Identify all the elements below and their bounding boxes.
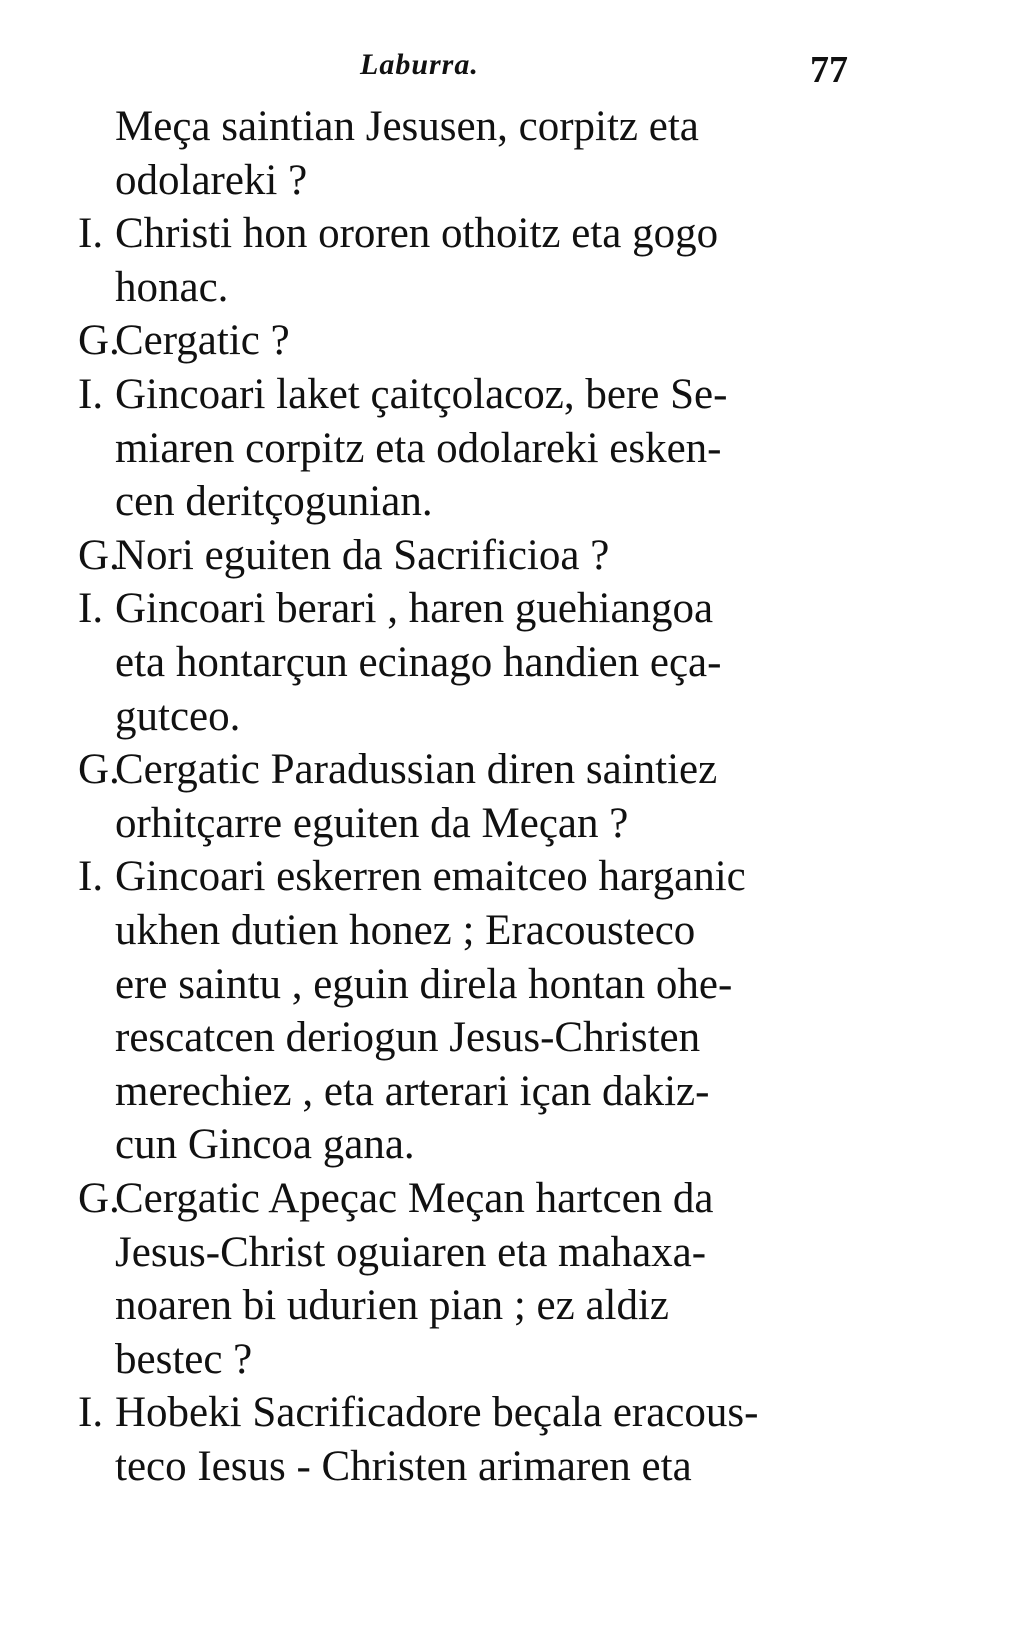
speaker-marker: G. — [78, 746, 120, 793]
speaker-marker: G. — [78, 317, 120, 364]
text-line: ukhen dutien honez ; Eracousteco — [115, 907, 696, 954]
text-line: gutceo. — [115, 693, 241, 740]
speaker-marker: I. — [78, 210, 104, 257]
text-line: ere saintu , eguin direla hontan ohe- — [115, 961, 733, 1008]
text-line: Gincoari eskerren emaitceo harganic — [115, 853, 746, 900]
text-line: noaren bi udurien pian ; ez aldiz — [115, 1282, 670, 1329]
text-line: Jesus-Christ oguiaren eta mahaxa- — [115, 1229, 707, 1276]
text-line: Christi hon ororen othoitz eta gogo — [115, 210, 719, 257]
speaker-marker: G. — [78, 1175, 120, 1222]
text-line: bestec ? — [115, 1336, 253, 1383]
text-line: Hobeki Sacrificadore beçala eracous- — [115, 1389, 759, 1436]
text-line: teco Iesus - Christen arimaren eta — [115, 1443, 692, 1490]
page-number: 77 — [810, 49, 848, 91]
text-line: Gincoari berari , haren guehiangoa — [115, 585, 714, 632]
text-line: honac. — [115, 264, 229, 311]
text-line: odolareki ? — [115, 157, 308, 204]
speaker-marker: I. — [78, 1389, 104, 1436]
text-line: Cergatic Paradussian diren saintiez — [115, 746, 718, 793]
text-line: Gincoari laket çaitçolacoz, bere Se- — [115, 371, 728, 418]
text-line: cun Gincoa gana. — [115, 1121, 415, 1168]
speaker-marker: I. — [78, 371, 104, 418]
text-line: orhitçarre eguiten da Meçan ? — [115, 800, 629, 847]
text-line: miaren corpitz eta odolareki esken- — [115, 425, 722, 472]
text-line: merechiez , eta arterari içan dakiz- — [115, 1068, 710, 1115]
speaker-marker: G. — [78, 532, 120, 579]
text-line: Cergatic ? — [115, 317, 290, 364]
text-line: cen deritçogunian. — [115, 478, 433, 525]
text-line: eta hontarçun ecinago handien eça- — [115, 639, 722, 686]
text-line: Meça saintian Jesusen, corpitz eta — [115, 103, 699, 150]
speaker-marker: I. — [78, 853, 104, 900]
text-line: rescatcen deriogun Jesus-Christen — [115, 1014, 701, 1061]
text-line: Nori eguiten da Sacrificioa ? — [115, 532, 610, 579]
running-head: Laburra. — [360, 48, 479, 81]
speaker-marker: I. — [78, 585, 104, 632]
text-line: Cergatic Apeçac Meçan hartcen da — [115, 1175, 714, 1222]
